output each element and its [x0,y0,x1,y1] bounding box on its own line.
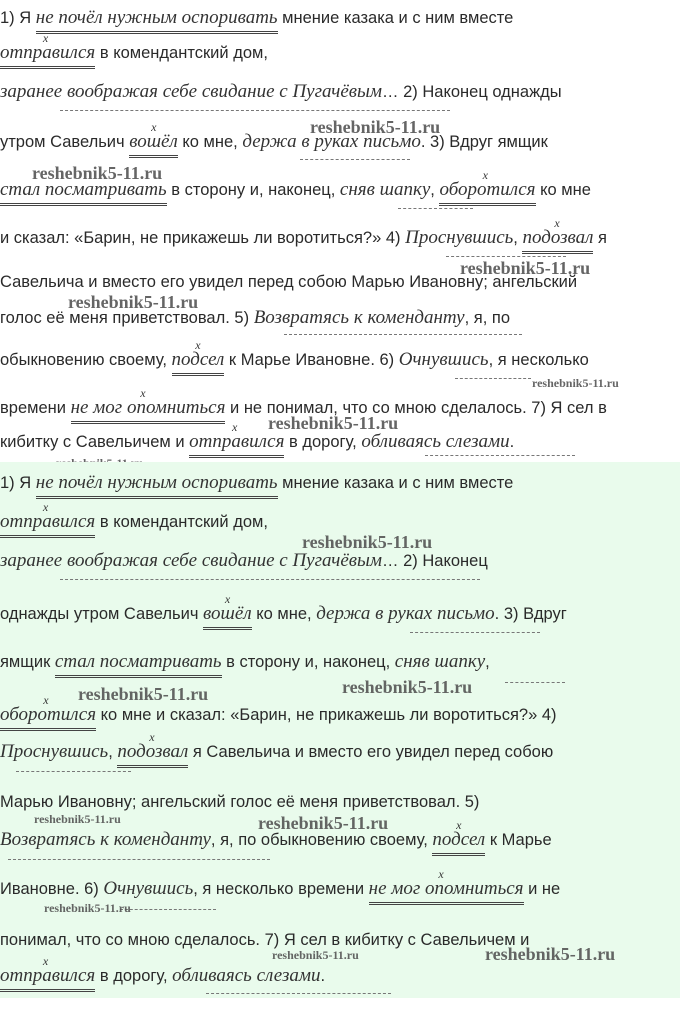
x-mark: x [43,693,49,707]
watermark: reshebnik5-11.ru [34,812,121,826]
dash-underline [120,909,216,910]
watermark: reshebnik5-11.ru [342,677,473,697]
text: понимал, что со мною сделалось. 7) Я сел в кибитку с Савельичем и [0,931,530,949]
text: , я, по обыкновению своему, [210,831,428,849]
predicate [368,867,524,905]
text: . [420,133,426,151]
answer-block-1 [0,0,680,462]
text: ко мне, [182,133,238,151]
predicate [0,31,96,69]
text: ямщик [0,653,51,671]
predicate [439,168,536,206]
predicate-text: отправился [0,965,96,986]
dash-underline [8,859,270,860]
predicate-text: вошёл [203,603,252,624]
x-mark: x [482,168,488,182]
adverbial-phrase: обливаясь слезами [172,965,321,986]
line [0,954,326,992]
watermark: reshebnik5-11.ru [460,258,591,278]
predicate-text: оборотился [0,704,97,725]
predicate [0,954,96,992]
x-mark: x [42,500,49,514]
text: , [108,743,113,761]
dash-underline [455,378,531,379]
dash-underline [60,110,450,111]
watermark: reshebnik5-11.ru [302,532,433,552]
line [0,6,513,34]
text: голос её меня приветствовал. 5) [0,309,250,327]
predicate [0,500,96,538]
text: однажды утром Савельич [0,605,199,623]
text: , я, по [464,309,510,327]
text: ко мне [540,181,591,199]
x-mark: x [554,216,560,230]
x-mark: x [195,338,201,352]
predicate: не почёл нужным оспоривать [36,471,278,499]
text: и сказал: «Барин, не прикажешь ли воротиться?» 4) [0,229,401,247]
text: я [598,229,607,247]
text: . [509,433,515,451]
adverbial-phrase: Проснувшись [405,227,514,248]
text: … [382,552,399,570]
text: 2) Наконец [403,552,488,570]
watermark: reshebnik5-11.ru [310,117,441,137]
text: ко мне, [256,605,312,623]
text: , я несколько [488,351,589,369]
text: обыкновению своему, [0,351,167,369]
predicate [0,693,97,731]
x-mark: x [151,120,157,134]
adverbial-phrase: сняв шапку [339,179,431,200]
text: и не [528,880,561,898]
x-mark: x [42,31,49,45]
watermark: reshebnik5-11.ru [272,948,359,962]
adverbial-phrase: Возвратясь к коменданту [253,307,465,328]
text: мнение казака и с ним вместе [282,474,514,492]
text: Марью Ивановну; ангельский голос её меня приветствовал. 5) [0,793,480,811]
answer-block-2 [0,462,680,998]
line [0,471,513,499]
adverbial-phrase: заранее воображая себе свидание с Пугачёвым [0,81,383,102]
text: . [494,605,500,623]
text: , [513,229,518,247]
predicate [522,216,594,254]
line [0,500,268,538]
predicate [432,818,486,856]
predicate-text: подсел [432,829,486,850]
predicate [203,592,252,630]
x-mark: x [140,386,146,400]
text: , [430,181,435,199]
dash-underline [505,682,565,683]
text: в дорогу, [289,433,357,451]
predicate [117,730,189,768]
line [0,592,567,630]
predicate-text: подозвал [522,227,594,248]
line [0,80,562,104]
watermark: reshebnik5-11.ru [532,376,619,390]
dash-underline [410,632,540,633]
x-mark: x [224,592,231,606]
watermark: reshebnik5-11.ru [78,684,209,704]
line [0,338,589,376]
text: , я несколько времени [193,880,365,898]
watermark: reshebnik5-11.ru [68,292,199,312]
text: , [485,653,490,671]
watermark: reshebnik5-11.ru [485,944,616,964]
text: 3) Вдруг [503,605,567,623]
dash-underline [425,455,575,456]
text: к Марье Ивановне. 6) [228,351,395,369]
adverbial-phrase: сняв шапку [394,651,486,672]
text: Савельича и вместо его увидел перед собою Марью Ивановну; ангельский [0,273,578,291]
dash-underline [284,334,522,335]
text: времени [0,399,66,417]
text: в сторону и, наконец, [226,653,391,671]
dash-underline [446,256,566,257]
predicate-text: подозвал [117,741,189,762]
line [0,650,490,678]
watermark: reshebnik5-11.ru [32,163,163,183]
x-mark: x [456,818,462,832]
predicate: не почёл нужным оспоривать [36,6,278,34]
predicate-text: оборотился [439,179,536,200]
predicate [70,386,226,424]
text: 1) Я [0,474,32,492]
adverbial-phrase: Возвратясь к коменданту [0,829,211,850]
text: 2) Наконец однажды [403,83,562,101]
x-mark: x [149,730,155,744]
text: … [382,83,399,101]
predicate-text: не мог опомниться [70,397,226,418]
line [0,730,554,768]
watermark: reshebnik5-11.ru [268,413,399,433]
x-mark: x [42,954,49,968]
text: ко мне и сказал: «Барин, не прикажешь ли воротиться?» 4) [100,706,557,724]
text: в комендантский дом, [99,513,268,531]
predicate-text: отправился [189,431,285,452]
predicate [189,420,285,458]
dash-underline [398,208,473,209]
text: 3) Вдруг ямщик [430,133,548,151]
dash-underline [206,993,391,994]
line [0,31,268,69]
text: в сторону и, наконец, [171,181,336,199]
predicate-text: не мог опомниться [368,878,524,899]
line [0,928,529,952]
text: 1) Я [0,9,32,27]
dash-underline [60,579,480,580]
text: Ивановне. 6) [0,880,99,898]
text: кибитку с Савельичем и [0,433,185,451]
x-mark: x [438,867,444,881]
predicate: стал посматривать [55,650,222,678]
adverbial-phrase: обливаясь слезами [361,431,510,452]
text: в дорогу, [99,967,168,985]
adverbial-phrase: Очнувшись [103,878,194,899]
text: к Марье [489,831,552,849]
predicate [171,338,225,376]
adverbial-phrase: держа в руках письмо [242,131,421,152]
watermark: reshebnik5-11.ru [258,813,389,833]
predicate-text: отправился [0,511,96,532]
predicate-text: вошёл [129,131,178,152]
dash-underline [16,771,131,772]
adverbial-phrase: держа в руках письмо [316,603,495,624]
text: в комендантский дом, [99,44,268,62]
adverbial-phrase: Проснувшись [0,741,109,762]
watermark: reshebnik5-11.ru [44,901,131,915]
line [0,790,479,814]
adverbial-phrase: заранее воображая себе свидание с Пугачёвым [0,550,383,571]
text: . [320,967,326,985]
text: мнение казака и с ним вместе [282,9,514,27]
adverbial-phrase: Очнувшись [398,349,489,370]
line [0,216,607,254]
text: я Савельича и вместо его увидел перед собою [192,743,554,761]
text: и не понимал, что со мною сделалось. 7) Я сел в [230,399,607,417]
x-mark: x [232,420,238,434]
predicate-text: подсел [171,349,225,370]
predicate [129,120,178,158]
predicate-text: отправился [0,42,96,63]
dash-underline [300,159,410,160]
text: утром Савельич [0,133,125,151]
predicate: стал посматривать [0,178,167,206]
